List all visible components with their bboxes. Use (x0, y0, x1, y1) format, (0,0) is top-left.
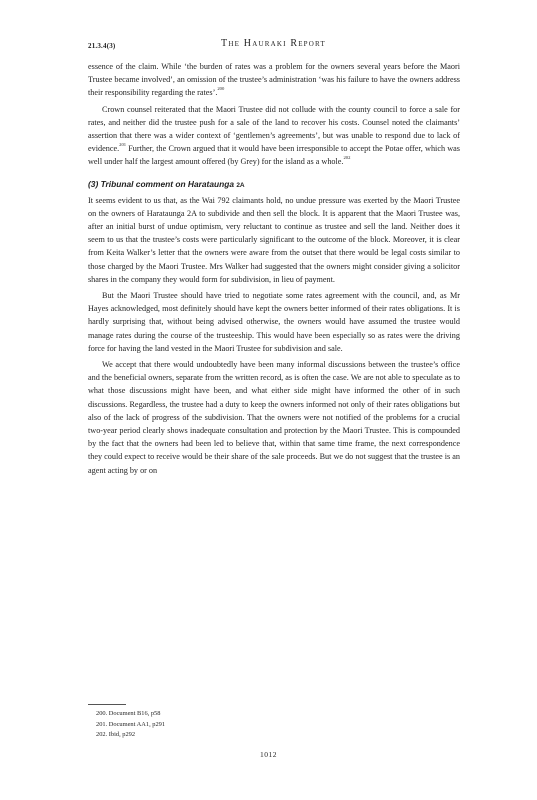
page-number: 1012 (260, 750, 277, 759)
heading-number: (3) (88, 178, 99, 189)
footnote-ref[interactable]: 202 (343, 155, 351, 161)
heading-text: Tribunal comment on Harataunga (100, 178, 234, 189)
footnote-item: 201. Document AA1, p291 (96, 720, 166, 728)
paragraph-text: essence of the claim. While ‘the burden of rates was a problem for the owners several years before the Maori Trustee became involved’, an omission of the trustee’s administration ‘was his failure to have the owners address their responsibility regarding the rates’. (88, 62, 460, 98)
running-title: The Hauraki Report (221, 38, 326, 49)
section-heading (88, 178, 460, 192)
section-reference: 21.3.4(3) (88, 42, 116, 50)
footnote-item: 202. Ibid, p292 (96, 731, 136, 738)
paragraph-crown-counsel (88, 103, 460, 169)
page-header (88, 38, 459, 52)
paragraph-tribunal-comment: It seems evident to us that, as the Wai 792 claimants hold, no undue pressure was exerted by the Maori Trustee on the owners of Harataunga 2A to subdivide and then sell the block. It is apparent that the Maori Trustee was, after an initial burst of undue optimism, very reluctant to continue as trustee and sell the land. Neither does it seem to us that the trustee’s costs were particularly significant to the outcome of the block. Moreover, it is clear from Keita Walker’s letter that the owners were aware from the outset that there would be legal costs similar to those charged by the Maori Trustee. Mrs Walker had suggested that the owners might consider giving a solicitor shares in the company they would form for subdivision, in lieu of payment. (88, 195, 460, 284)
paragraph-text: Crown counsel reiterated that the Maori Trustee did not collude with the county council to force a sale for rates, and neither did the trustee push for a sale of the land to recover his costs. Counsel noted the claimants’ assertion that there was a wider context of ‘gentlemen’s agreements’, but was unable to respond due to lack of evidence. (88, 104, 460, 154)
paragraph-rates-agreement: But the Maori Trustee should have tried to negotiate some rates agreement with the council, and, as Mr Hayes acknowledged, most definitely should have kept the owners better informed of their rates obligations. It is hardly surprising that, without being advised otherwise, the owners would have assumed the trustee would manage rates during the course of the trusteeship. This would have been especially so as rates were the driving force for having the land vested in the Maori Trustee for subdivision and sale. (88, 291, 460, 353)
footnote-ref[interactable]: 200 (217, 86, 225, 92)
heading-block-id: 2A (236, 181, 245, 189)
footnote-ref[interactable]: 201 (119, 142, 127, 148)
footnotes (88, 704, 388, 741)
body-text (88, 60, 460, 477)
paragraph-text: Further, the Crown argued that it would have been irresponsible to accept the Potae offer, which was well under half the largest amount offered (by Grey) for the island as a whole. (88, 144, 460, 167)
paragraph-continued (88, 60, 460, 100)
paragraph-informal-discussions: We accept that there would undoubtedly have been many informal discussions between the trustee’s office and the beneficial owners, separate from the written record, as is often the case. We are not able to speculate as to what those discussions might have been, and what either side might have informed the other of in such discussions. Regardless, the trustee had a duty to keep the owners informed not only of their rates obligations but also of the lack of progress of the subdivision. That the owners were not notified of the problems for a crucial two-year period clearly shows inadequate consultation and protection by the Maori Trustee. This is compounded by the fact that the owners had been led to believe that, within that same time frame, the next correspondence they could expect to receive would be their share of the sale proceeds. But we do not suggest that the trustee is an agent acting by or on (88, 360, 460, 475)
footnote-divider (88, 704, 126, 705)
footnote-item: 200. Document B16, p58 (96, 710, 161, 717)
